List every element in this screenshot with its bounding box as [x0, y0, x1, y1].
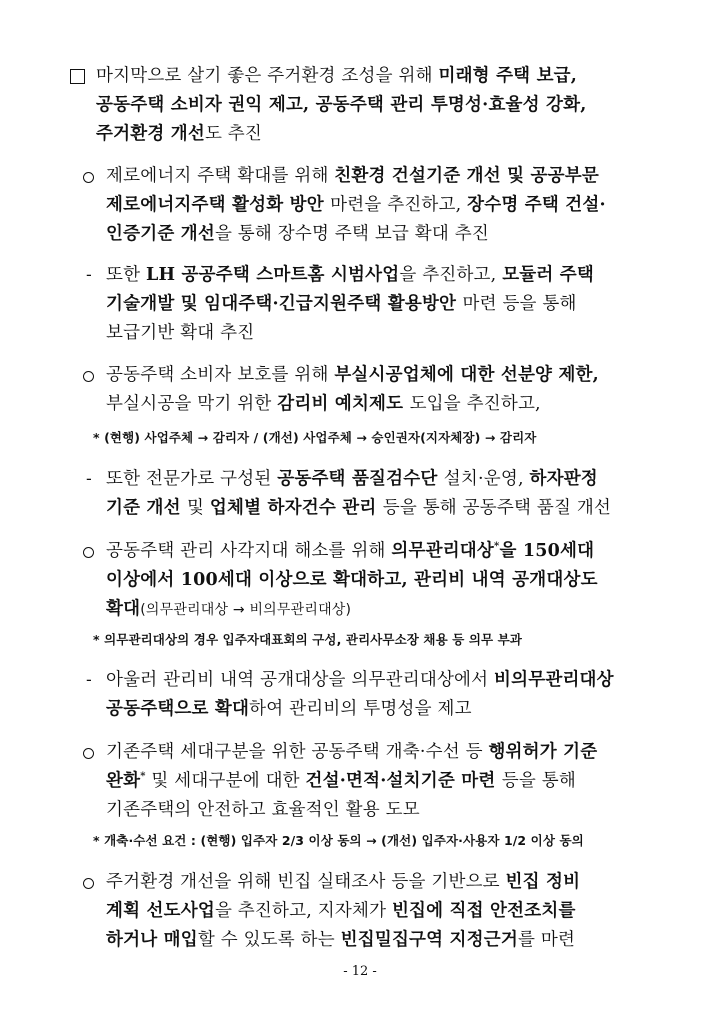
text-segment: 주거환경 개선을 위해 빈집 실태조사 등을 기반으로: [106, 872, 506, 892]
item-line: [106, 796, 420, 824]
text-segment: 제로에너지 주택 확대를 위해: [106, 166, 335, 186]
text-segment: 을 150세대: [499, 541, 595, 561]
item-line: [106, 738, 597, 766]
text-segment: 하자판정: [529, 469, 598, 489]
text-segment: 하거나 매입: [106, 930, 198, 950]
text-segment: 부실시공업체에 대한 선분양 제한,: [334, 365, 599, 385]
text-segment: (의무관리대상 → 비의무관리대상): [140, 602, 352, 618]
circle-bullet-icon: [83, 748, 94, 759]
main-line-2: [96, 91, 587, 119]
text-segment: 공동주택 소비자 권익 제고, 공동주택 관리 투명성·효율성 강화,: [96, 95, 587, 115]
item-line: [106, 767, 576, 795]
item-line: [106, 191, 606, 219]
text-segment: 도입을 추진하고,: [409, 394, 541, 414]
text-segment: 및 세대구분에 대한: [145, 771, 306, 791]
item-line: [106, 319, 254, 347]
text-segment: 빈집에 직접 안전조치를: [391, 901, 576, 921]
text-segment: 공동주택 관리 사각지대 해소를 위해: [106, 541, 392, 561]
text-segment: 기존주택 세대구분을 위한 공동주택 개축·수선 등: [106, 742, 489, 762]
text-segment: 공동주택 소비자 보호를 위해: [106, 365, 335, 385]
footnote-text: * 개축·수선 요건 : (현행) 입주자 2/3 이상 동의 → (개선) 입주자·사용자 1/2 이상 동의: [93, 833, 584, 848]
text-segment: 등을 통해 공동주택 품질 개선: [382, 498, 612, 518]
dash-bullet-icon: -: [86, 670, 92, 690]
text-segment: 마련 등을 통해: [462, 294, 577, 314]
item-line: [106, 465, 598, 493]
text-segment: 설치·운영,: [443, 469, 530, 489]
item-line: [106, 162, 599, 190]
text-segment: 완화: [106, 771, 141, 791]
text-segment: 마지막으로 살기 좋은 주거환경 조성을 위해: [96, 66, 439, 86]
text-segment: LH 공공주택 스마트홈 시범사업: [145, 265, 400, 285]
text-segment: 장수명 주택 건설·: [467, 195, 606, 215]
circle-bullet-icon: [83, 371, 94, 382]
text-segment: 인증기준 개선: [106, 224, 215, 244]
text-segment: 을 추진하고, 지자체가: [214, 901, 392, 921]
text-segment: 마련을 추진하고,: [330, 195, 468, 215]
item-line: [106, 595, 351, 624]
text-segment: 부실시공을 막기 위한: [106, 394, 278, 414]
item-line: [106, 566, 598, 594]
dash-bullet-icon: -: [86, 265, 92, 285]
text-segment: 공동주택으로 확대: [106, 699, 250, 719]
text-segment: 이상에서 100세대 이상으로 확대하고, 관리비 내역 공개대상도: [106, 570, 598, 590]
text-segment: 할 수 있도록 하는: [197, 930, 341, 950]
item-line: [106, 494, 611, 522]
dash-bullet-icon: -: [86, 469, 92, 489]
circle-bullet-icon: [83, 172, 94, 183]
text-segment: 기준 개선: [106, 498, 188, 518]
text-segment: 등을 통해: [501, 771, 576, 791]
item-line: [106, 261, 594, 289]
page-number: - 12 -: [343, 964, 377, 979]
main-line-1: [96, 62, 577, 90]
footnote-text: * 의무관리대상의 경우 입주자대표회의 구성, 관리사무소장 채용 등 의무 부과: [93, 632, 522, 647]
item-line: [106, 868, 580, 896]
text-segment: 미래형 주택 보급,: [438, 66, 578, 86]
text-segment: 보급기반 확대 추진: [106, 323, 255, 343]
text-segment: 비의무관리대상: [494, 670, 614, 690]
square-bullet-icon: [70, 69, 85, 84]
text-segment: 및: [187, 498, 210, 518]
text-segment: 의무관리대상: [391, 541, 495, 561]
text-segment: 제로에너지주택 활성화 방안: [106, 195, 331, 215]
item-line: [106, 666, 614, 694]
item-line: [106, 537, 594, 565]
text-segment: 건설·면적·설치기준 마련: [305, 771, 502, 791]
text-segment: 계획 선도사업: [106, 901, 215, 921]
text-segment: 모듈러 주택: [502, 265, 595, 285]
text-segment: 빈집 정비: [505, 872, 581, 892]
item-line: [106, 290, 577, 318]
text-segment: 공동주택 품질검수단: [277, 469, 444, 489]
item-line: [106, 897, 576, 925]
text-segment: 기술개발 및 임대주택·긴급지원주택 활용방안: [106, 294, 463, 314]
text-segment: 하여 관리비의 투명성을 제고: [249, 699, 472, 719]
text-segment: 확대: [106, 599, 141, 619]
text-segment: 도 추진: [204, 124, 263, 144]
text-segment: 또한: [106, 265, 146, 285]
text-segment: 을 통해 장수명 주택 보급 확대 추진: [214, 224, 489, 244]
circle-bullet-icon: [83, 547, 94, 558]
item-line: [106, 220, 489, 248]
main-line-3: [96, 120, 262, 148]
footnote-text: * (현행) 사업주체 → 감리자 / (개선) 사업주체 → 승인권자(지자체장) → 감리자: [93, 430, 537, 445]
text-segment: 를 마련: [517, 930, 576, 950]
footnote-marker: *: [494, 541, 500, 553]
text-segment: 을 추진하고,: [399, 265, 503, 285]
item-line: [106, 926, 575, 954]
text-segment: 감리비 예치제도: [277, 394, 410, 414]
item-line: [106, 695, 472, 723]
text-segment: 친환경 건설기준 개선 및 공공부문: [334, 166, 599, 186]
item-line: [106, 390, 541, 418]
text-segment: 기존주택의 안전하고 효율적인 활용 도모: [106, 800, 420, 820]
text-segment: 행위허가 기준: [488, 742, 598, 762]
item-line: [106, 361, 599, 389]
text-segment: 주거환경 개선: [96, 124, 205, 144]
text-segment: 또한 전문가로 구성된: [106, 469, 278, 489]
text-segment: 아울러 관리비 내역 공개대상을 의무관리대상에서: [106, 670, 495, 690]
text-segment: 빈집밀집구역 지정근거: [340, 930, 518, 950]
text-segment: 업체별 하자건수 관리: [209, 498, 383, 518]
footnote-marker: *: [140, 771, 146, 783]
circle-bullet-icon: [83, 878, 94, 889]
